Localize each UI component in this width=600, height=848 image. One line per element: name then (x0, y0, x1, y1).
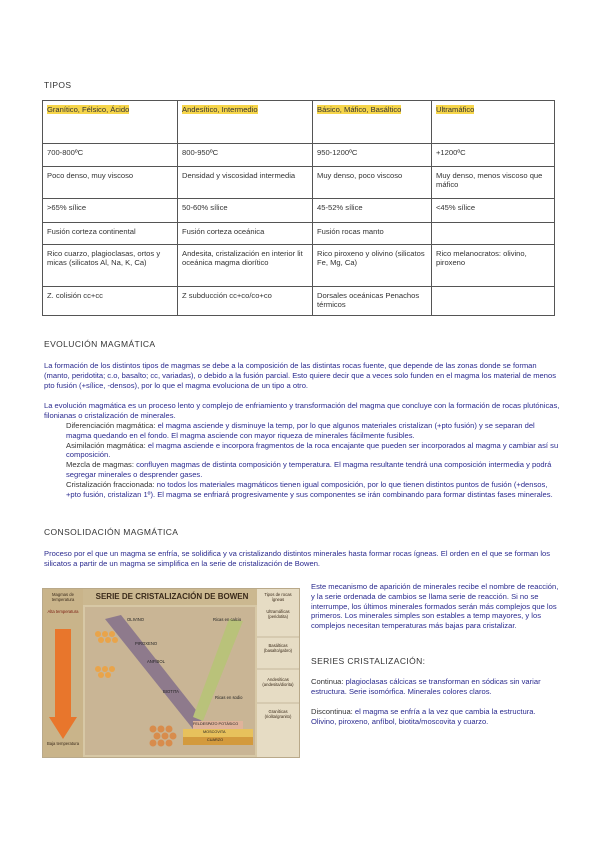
table-cell: <45% sílice (432, 199, 555, 223)
table-cell: 45-52% sílice (313, 199, 432, 223)
list-item-text: no todos los materiales magmáticos tienen igual composición, por lo que tienen distintos puntos de fusión (+densos, +pto fusión, cristalizan 1º). El magma se enfriará progresivamente y sus componentes se irán combinando para formar distintas fases minerales. (66, 479, 553, 499)
table-row (43, 199, 555, 223)
table-cell: Rico melanocratos: olivino, piroxeno (432, 245, 555, 287)
serie-continua (311, 677, 561, 697)
list-item (44, 421, 560, 441)
list-item-text: confluyen magmas de distinta composición y temperatura. El magma resultante tendrá una composición intermedia y podrá segregar minerales o desprender gases. (66, 460, 552, 479)
table-row (43, 144, 555, 167)
mineral-label-piroxeno: PIROXENO (135, 641, 158, 646)
mineral-label-biotita: BIOTITA (163, 689, 179, 694)
table-cell: 800-950ºC (178, 144, 313, 167)
figure-right-label-4: Graníticas (riolita/granito) (264, 709, 292, 719)
section-heading-tipos: TIPOS (44, 80, 72, 90)
section-heading-consolidacion: CONSOLIDACIÓN MAGMÁTICA (44, 527, 179, 537)
table-cell: Z. colisión cc+cc (43, 287, 178, 316)
table-cell: +1200ºC (432, 144, 555, 167)
table-cell (178, 101, 313, 144)
figure-right-header: Tipos de rocas ígneas (264, 592, 292, 602)
table-cell: Muy denso, menos viscoso que máfico (432, 167, 555, 199)
table-row (43, 287, 555, 316)
header-basico: Básico, Máfico, Basáltico (317, 105, 402, 114)
table-cell (432, 287, 555, 316)
serie-discontinua (311, 707, 561, 727)
table-row (43, 223, 555, 245)
table-cell: Fusión rocas manto (313, 223, 432, 245)
list-item-term: Asimilación magmática: (66, 440, 146, 450)
table-cell: Muy denso, poco viscoso (313, 167, 432, 199)
consolidacion-paragraph: Proceso por el que un magma se enfría, se solidifica y va cristalizando distintos minerales hasta formar rocas ígneas. El orden en el que se forman los silicatos a partir de un magma se simplifica en la serie de cristalización de Bowen. (44, 549, 551, 568)
mineral-label-olivino: OLIVINO (127, 617, 144, 622)
mineral-label-feldespato: FELDESPATO POTÁSICO (193, 722, 239, 726)
table-cell: Andesita, cristalización en interior lit oceánica magma diorítico (178, 245, 313, 287)
table-row (43, 101, 555, 144)
table-cell (313, 101, 432, 144)
table-cell: 50-60% sílice (178, 199, 313, 223)
table-cell: Poco denso, muy viscoso (43, 167, 178, 199)
table-row (43, 245, 555, 287)
figure-right-label-3: Andesíticas (andesita/diorita) (262, 677, 294, 687)
mineral-label-anfibol: ANFÍBOL (147, 659, 165, 664)
list-item-term: Cristalización fraccionada: (66, 479, 155, 489)
bowen-series-figure (42, 588, 300, 758)
mineral-label-moscovita: MOSCOVITA (203, 730, 226, 734)
figure-left-label-3: Baja temperatura (46, 741, 80, 746)
reaction-paragraph: Este mecanismo de aparición de minerales recibe el nombre de reacción, y la serie ordenada de cambios se llama serie de reacción. Si no se interrumpe, los últimos minerales formados serán más complejos que los primeros. Los minerales simples son estables a temp mayores, y los complejos necesitan temperaturas más bajas para cristalizar. (311, 582, 559, 631)
table-cell: >65% sílice (43, 199, 178, 223)
list-item (44, 460, 560, 480)
table-row (43, 167, 555, 199)
table-cell: Fusión corteza oceánica (178, 223, 313, 245)
mineral-label-cuarzo: CUARZO (207, 738, 224, 742)
table-cell: Rico piroxeno y olivino (silicatos Fe, Mg, Ca) (313, 245, 432, 287)
list-item-text: el magma asciende e incorpora fragmentos de la roca encajante que pueden ser incorporados al magma y cambiar así su composición. (66, 440, 559, 460)
serie-discontinua-text: el magma se enfría a la vez que cambia la estructura. Olivino, piroxeno, anfíbol, biotita/moscovita y cuarzo. (311, 707, 536, 726)
table-cell (432, 101, 555, 144)
list-item (44, 441, 560, 461)
table-cell: Dorsales oceánicas Penachos térmicos (313, 287, 432, 316)
evolucion-list (44, 421, 560, 499)
figure-left-label-2: Alta temperatura (47, 609, 79, 614)
evolucion-paragraph-1: La formación de los distintos tipos de magmas se debe a la composición de las distintas rocas fuente, que depende de las zonas donde se forman (manto, peridotita; c.o, basalto; cc, variadas), o debido a la fusión parcial. Esto quiere decir que a veces solo funden en el magma los material de menos pto fusión (+sílice, -densos), por lo que el magma evoluciona de un tipo a otro. (44, 361, 557, 390)
table-cell (43, 101, 178, 144)
serie-discontinua-term: Discontinua: (311, 707, 353, 716)
list-item-term: Diferenciación magmática: (66, 421, 156, 430)
figure-left-label-1: Magmas de temperatura (51, 592, 75, 602)
evolucion-paragraph-2: La evolución magmática es un proceso lento y complejo de enfriamiento y transformación del magma que concluye con la formación de rocas plutónicas, filonianas o cristalización de minerales. (44, 401, 560, 420)
figure-title: SERIE DE CRISTALIZACIÓN DE BOWEN (95, 592, 249, 601)
list-item-term: Mezcla de magmas: (66, 460, 134, 470)
series-cristalizacion-heading: SERIES CRISTALIZACIÓN: (311, 656, 426, 666)
plagioclase-label-sodio: Ricas en sodio (215, 695, 243, 700)
figure-right-label-2: Basálticas (basalto/gabro) (263, 643, 293, 653)
table-cell: 700-800ºC (43, 144, 178, 167)
table-cell: Fusión corteza continental (43, 223, 178, 245)
header-ultramafico: Ultramáfico (436, 105, 475, 114)
serie-continua-term: Continua: (311, 677, 344, 686)
table-cell: Rico cuarzo, plagioclasas, ortos y micas (silicatos Al, Na, K, Ca) (43, 245, 178, 287)
table-cell (432, 223, 555, 245)
table-cell: Densidad y viscosidad intermedia (178, 167, 313, 199)
section-heading-evolucion: EVOLUCIÓN MAGMÁTICA (44, 339, 156, 349)
header-andesitico: Andesítico, Intermedio (182, 105, 258, 114)
magma-types-table (42, 100, 555, 316)
serie-continua-text: plagioclasas cálcicas se transforman en sódicas sin variar estructura. Serie isomórfica. Minerales colores claros. (311, 677, 541, 696)
header-granitico: Granítico, Félsico, Ácido (47, 105, 130, 114)
table-cell: Z subducción cc+co/co+co (178, 287, 313, 316)
table-cell: 950-1200ºC (313, 144, 432, 167)
list-item-text: el magma asciende y disminuye la temp, por lo que algunos materiales cristalizan (+pto fusión) y se separan del magma quedando en el fondo. El magma asciende con mayor riqueza de minerales fácilmente fusibles. (66, 421, 535, 440)
figure-right-label-1: Ultramáficas (peridotita) (266, 609, 290, 619)
plagioclase-label-calcio: Ricas en calcio (213, 617, 242, 622)
list-item (44, 480, 560, 500)
